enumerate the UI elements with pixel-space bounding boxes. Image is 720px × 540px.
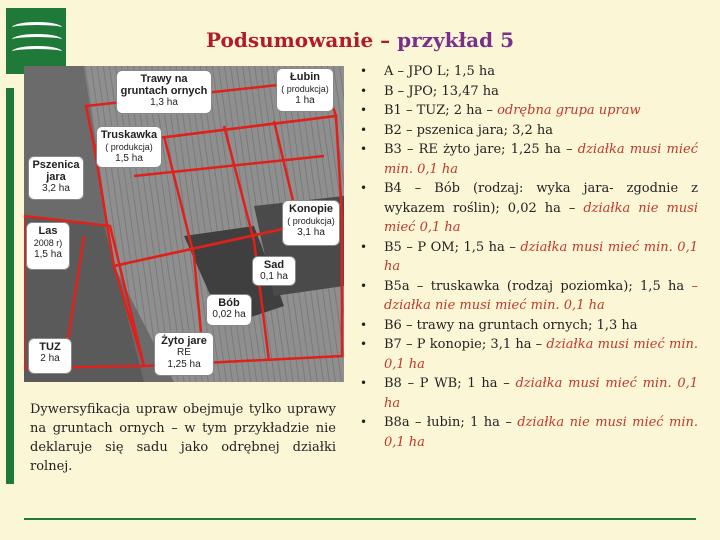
left-accent-bar [6,88,14,484]
list-item: • B5a – truskawka (rodzaj poziomka); 1,5 ha – działka nie musi mieć min. 0,1 ha [360,278,698,313]
list-item: • B7 – P konopie; 3,1 ha – działka musi mieć min. 0,1 ha [360,337,698,372]
label-pszenica: Pszenica jara 3,2 ha [28,156,84,200]
label-las: Las 2008 r) 1,5 ha [26,222,70,270]
aerial-photo [24,66,344,382]
caption-text: Dywersyfikacja upraw obejmuje tylko uprawy na gruntach ornych – w tym przykładzie nie deklaruje się sadu jako odrębnej działki rolnej. [30,402,336,474]
label-sad: Sad 0,1 ha [252,256,296,286]
list-item: • B8 – P WB; 1 ha – działka musi mieć min. 0,1 ha [360,376,698,411]
slide-title [0,28,720,52]
list-item: • A – JPO L; 1,5 ha [360,64,495,79]
title-part-2: przykład 5 [397,28,514,52]
label-bob: Bób 0,02 ha [206,294,252,326]
label-trawy: Trawy na gruntach ornych 1,3 ha [116,70,212,114]
label-truskawka: Truskawka ( produkcja) 1,5 ha [96,126,162,168]
list-item: • B3 – RE żyto jare; 1,25 ha – działka musi mieć min. 0,1 ha [360,142,698,177]
bottom-divider [24,518,696,520]
list-item: • B4 – Bób (rodzaj: wyka jara- zgodnie z wykazem roślin); 0,02 ha – działka nie musi mieć 0,1 ha [360,181,698,235]
label-zyto: Żyto jare RE 1,25 ha [154,332,214,376]
list-item: • B5 – P OM; 1,5 ha – działka musi mieć min. 0,1 ha [360,239,698,274]
list-item: • B8a – łubin; 1 ha – działka nie musi mieć min. 0,1 ha [360,415,698,450]
list-item: • B – JPO; 13,47 ha [360,83,499,99]
list-item: • B6 – trawy na gruntach ornych; 1,3 ha [360,317,638,333]
parcel-list [354,62,698,452]
label-tuz: TUZ 2 ha [28,338,72,374]
label-konopie: Konopie ( produkcja) 3,1 ha [282,200,340,246]
label-lubin: Łubin ( produkcja) 1 ha [276,68,334,112]
list-item: • B1 – TUZ; 2 ha – odrębna grupa upraw [360,103,641,118]
list-item: • B2 – pszenica jara; 3,2 ha [360,122,554,138]
title-part-1: Podsumowanie – [206,28,398,52]
